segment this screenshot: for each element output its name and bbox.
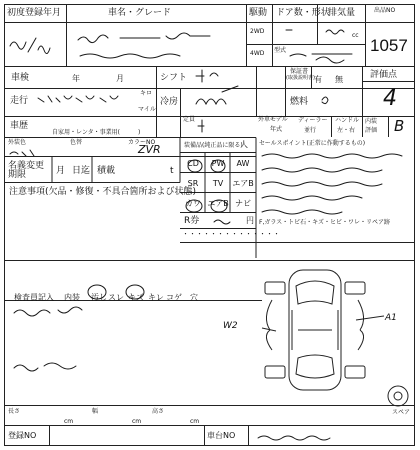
load-capacity-label: 積載 bbox=[97, 166, 116, 176]
name-grade-label: 車名・グレード bbox=[108, 8, 172, 18]
inspector-option-burn: コゲ bbox=[166, 293, 182, 302]
glass-damage-tags: F,ガラス・トビ石・キズ・ヒビ・ワレ・リペア跡 bbox=[259, 219, 390, 226]
color-no-value: ZVR bbox=[138, 143, 161, 156]
mileage-km-unit: キロ bbox=[140, 90, 153, 97]
equipment-sr: SR bbox=[187, 179, 199, 188]
history-options: 自家用・レンタ・事業用( ) bbox=[52, 129, 141, 136]
shaken-label: 車検 bbox=[11, 73, 30, 83]
equipment-leather: カワ bbox=[185, 199, 201, 208]
diagram-right-marker: A1 bbox=[385, 313, 397, 323]
model-code-label: 型式 bbox=[274, 47, 287, 54]
scribble-mileage bbox=[38, 96, 118, 102]
scribble-r-ticket bbox=[214, 220, 230, 224]
foreign-model-label: 外車モデル bbox=[258, 116, 288, 123]
scribble-inspector-options bbox=[88, 285, 144, 299]
inspector-option-dirt: 汚し bbox=[91, 293, 107, 302]
inspector-entry-label: 検査員記入 bbox=[14, 293, 54, 302]
handle-options: 左・右 bbox=[337, 127, 356, 134]
equipment-navi: ナビ bbox=[235, 199, 251, 208]
scribble-equipment-circles bbox=[186, 160, 227, 212]
inspector-option-hole: 穴 bbox=[190, 293, 198, 302]
selling-points-label: セールスポイント(正常に作動するもの) bbox=[259, 140, 366, 147]
condition-grade-label: 評価点 bbox=[370, 70, 398, 80]
condition-grade-value: 4 bbox=[383, 86, 397, 111]
shaken-month-unit: 月 bbox=[116, 74, 124, 83]
length-label: 長さ bbox=[8, 408, 21, 415]
history-label: 車歴 bbox=[10, 121, 29, 131]
r-ticket-yen-unit: 円 bbox=[246, 216, 254, 225]
registration-no-label: 登録NO bbox=[8, 431, 37, 440]
scribble-aircon bbox=[196, 86, 238, 104]
name-change-label: 名義変更 bbox=[8, 161, 45, 171]
warranty-label: 保証書 bbox=[290, 68, 309, 75]
height-cm-unit: cm bbox=[190, 418, 200, 425]
inspector-option-scratch: キズ bbox=[128, 293, 144, 302]
deadline-label: 期限 bbox=[8, 170, 27, 180]
equipment-label: 装備品(純正品に限る) bbox=[184, 142, 243, 149]
r-ticket-label: R券 bbox=[184, 216, 200, 226]
equipment-airbag-2: エアB bbox=[207, 199, 229, 208]
load-capacity-unit: t bbox=[170, 166, 174, 176]
warranty-sub-label: (取扱説明書) bbox=[286, 75, 315, 81]
inspector-option-tear: キレ bbox=[148, 293, 164, 302]
equipment-airbag-1: エアB bbox=[232, 179, 254, 188]
caution-notes-label: 注意事項(欠品・修復・不具合箇所および状態) bbox=[9, 187, 197, 197]
scribble-capacity bbox=[198, 120, 204, 132]
width-label: 幅 bbox=[92, 408, 99, 415]
height-label: 高さ bbox=[152, 408, 165, 415]
scribble-shift bbox=[196, 70, 218, 82]
capacity-person-unit: 人 bbox=[240, 140, 248, 149]
equipment-tv: TV bbox=[212, 179, 224, 188]
drive-4wd-option: 4WD bbox=[250, 50, 265, 57]
equipment-blank-line: ・・・・・・・・・・・・・・ bbox=[182, 230, 280, 238]
interior-grade-sub-label: 評価 bbox=[365, 127, 378, 134]
mileage-label: 走行 bbox=[10, 96, 29, 106]
capacity-label: 定員 bbox=[183, 116, 196, 123]
drive-label: 駆動 bbox=[249, 8, 268, 18]
aircon-label: 冷房 bbox=[160, 97, 179, 107]
warranty-no-option: 無 bbox=[335, 75, 343, 84]
displacement-label: 排気量 bbox=[328, 8, 356, 18]
shaken-year-unit: 年 bbox=[72, 74, 80, 83]
scribble-fuel bbox=[322, 97, 328, 104]
interior-grade-value: B bbox=[394, 117, 405, 135]
foreign-model-year-unit: 年式 bbox=[270, 126, 283, 133]
diagram-left-marker: W2 bbox=[223, 321, 238, 331]
scribble-model-code bbox=[290, 54, 352, 63]
scribble-chassis-no bbox=[258, 436, 330, 440]
spare-tire-label: スペア bbox=[392, 409, 411, 416]
color-no-label: カラーNO bbox=[128, 139, 156, 146]
scribble-selling-points bbox=[262, 154, 402, 214]
dealer-parallel-option: 並行 bbox=[304, 127, 317, 134]
length-cm-unit: cm bbox=[64, 418, 74, 425]
deadline-day-unit: 日迄 bbox=[72, 166, 91, 176]
lot-no-value: 1057 bbox=[370, 36, 408, 55]
equipment-pw: PW bbox=[211, 159, 225, 168]
deadline-month-unit: 月 bbox=[56, 166, 66, 176]
fuel-label: 燃料 bbox=[290, 97, 309, 107]
cc-unit: cc bbox=[352, 32, 359, 39]
interior-grade-label: 内装 bbox=[365, 118, 378, 125]
handle-label: ハンドル bbox=[335, 117, 360, 124]
scribble-displacement bbox=[326, 30, 344, 34]
original-color-label: 色替 bbox=[70, 139, 83, 146]
lot-no-label: 出品NO bbox=[374, 7, 396, 14]
inspector-option-interior: 内装 bbox=[64, 293, 80, 302]
width-cm-unit: cm bbox=[132, 418, 142, 425]
shift-label: シフト bbox=[160, 73, 188, 83]
scribble-car-name bbox=[78, 33, 210, 58]
chassis-no-label: 車台NO bbox=[207, 431, 236, 440]
inspector-option-scuff: スレ bbox=[108, 293, 124, 302]
scribble-inspector-note-1 bbox=[14, 307, 82, 316]
mileage-mile-unit: マイル bbox=[138, 106, 156, 113]
exterior-color-label: 外装色 bbox=[8, 139, 27, 146]
scribble-inspector-note-2 bbox=[14, 363, 76, 371]
first-registration-label: 初度登録年月 bbox=[7, 8, 62, 18]
door-shape-label: ドア数・形状 bbox=[276, 8, 330, 18]
equipment-cd: CD bbox=[187, 159, 199, 168]
equipment-aw: AW bbox=[236, 159, 250, 168]
dealer-label: ディーラー bbox=[298, 117, 328, 124]
warranty-yes-option: 有 bbox=[314, 75, 322, 84]
drive-2wd-option: 2WD bbox=[250, 28, 265, 35]
scribble-first-registration bbox=[10, 38, 50, 54]
scribble-exterior-color bbox=[10, 150, 34, 156]
